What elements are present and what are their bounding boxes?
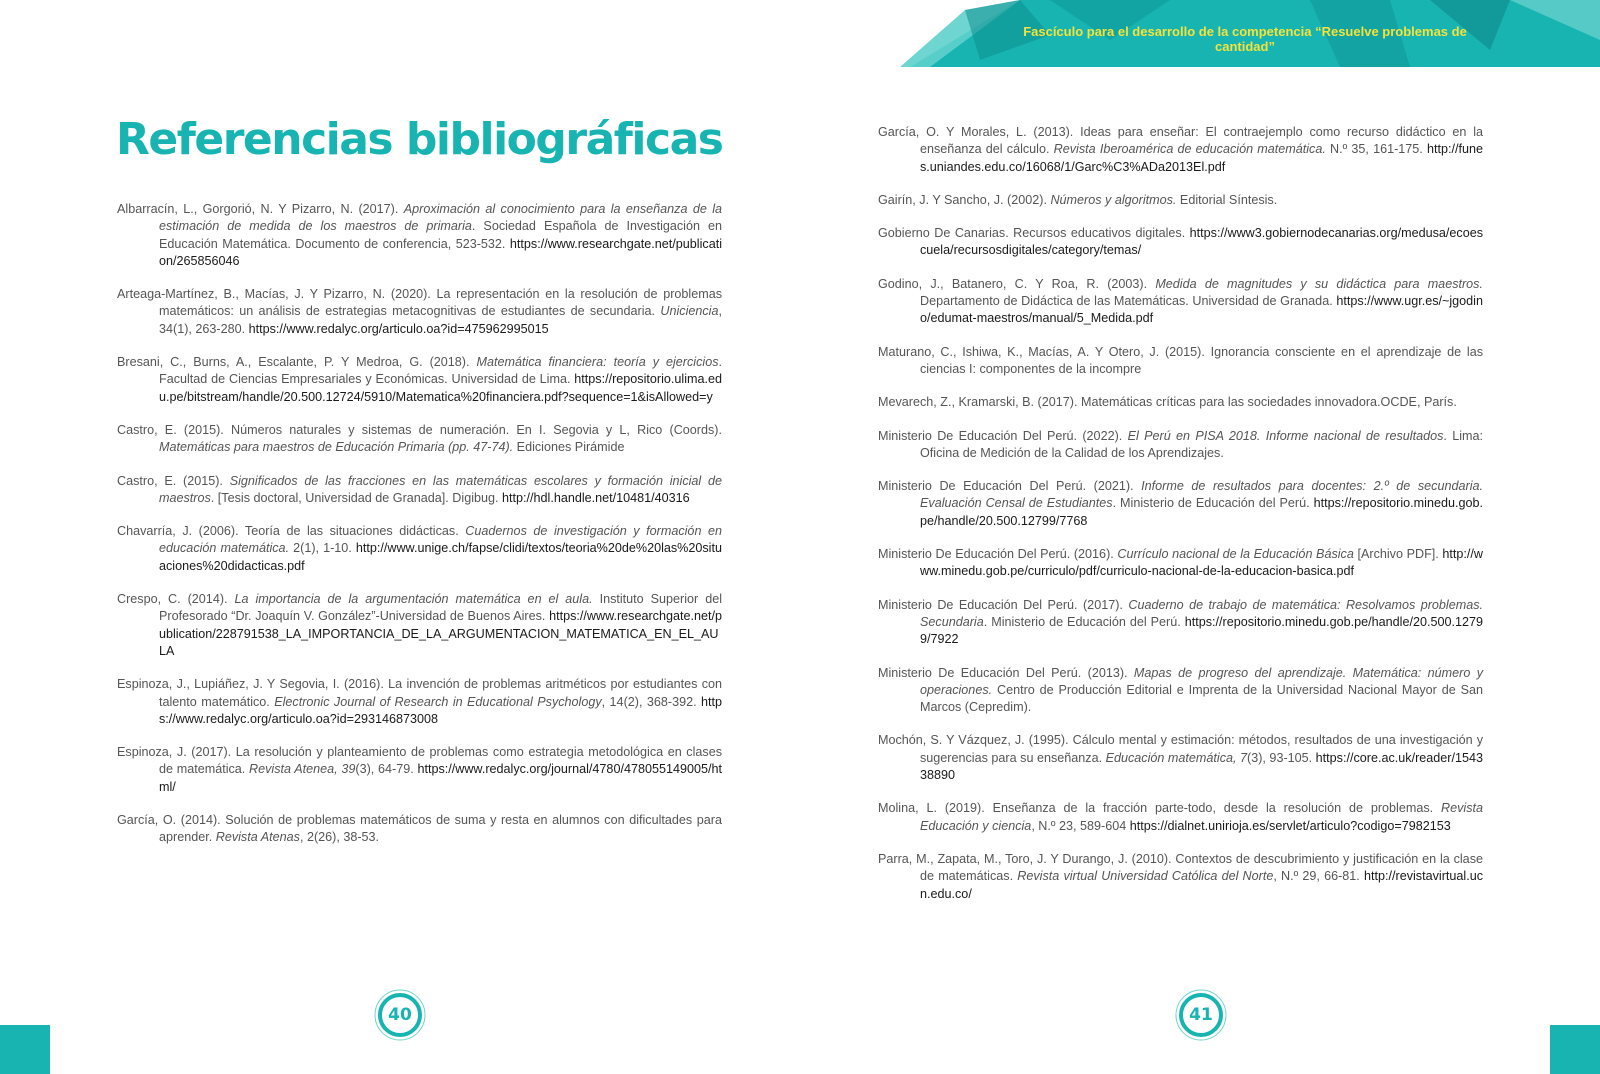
reference-title: La importancia de la argumentación matemática en el aula.	[234, 592, 593, 607]
reference-entry	[878, 192, 1483, 209]
reference-entry	[878, 665, 1483, 717]
reference-title: Significados de las fracciones en las matemáticas escolares y formación inicial de maestros	[159, 473, 722, 505]
reference-text: Espinoza, J. (2017). La resolución y planteamiento de problemas como estrategia metodológica en clases de matemática.	[117, 745, 722, 777]
reference-url[interactable]: https://www.researchgate.net/publication/228791538_LA_IMPORTANCIA_DE_LA_ARGUMENTACION_MATEMATICA_EN_EL_AULA	[159, 609, 722, 658]
reference-text: Castro, E. (2015).	[117, 473, 230, 488]
reference-entry	[878, 732, 1483, 784]
reference-url[interactable]: https://repositorio.minedu.gob.pe/handle/20.500.12799/7768	[920, 496, 1483, 528]
reference-title: Mapas de progreso del aprendizaje. Matemática: número y operaciones.	[920, 665, 1483, 697]
reference-url[interactable]: https://www3.gobiernodecanarias.org/medusa/ecoescuela/recursosdigitales/category/temas/	[920, 226, 1483, 258]
reference-text: Molina, L. (2019). Enseñanza de la fracción parte-todo, desde la resolución de problemas.	[878, 801, 1441, 816]
reference-url[interactable]: https://core.ac.uk/reader/154338890	[920, 750, 1483, 783]
reference-text: . Sociedad Española de Investigación en Educación Matemática. Documento de conferencia, 523-532.	[159, 219, 722, 251]
reference-text: (3), 93-105.	[1247, 750, 1316, 765]
reference-entry	[878, 546, 1483, 581]
reference-text: Arteaga-Martínez, B., Macías, J. Y Pizarro, N. (2020). La representación en la resolución de problemas matemáticos: un análisis de estrategias metacognitivas de estudiantes de secundaria.	[117, 287, 722, 319]
reference-text: Albarracín, L., Gorgorió, N. Y Pizarro, N. (2017).	[117, 202, 404, 216]
reference-text: , 14(2), 368-392.	[601, 694, 701, 709]
reference-url[interactable]: http://hdl.handle.net/10481/40316	[502, 490, 690, 505]
reference-text: Instituto Superior del Profesorado “Dr. Joaquín V. González”-Universidad de Buenos Aires.	[159, 592, 722, 624]
reference-text: Crespo, C. (2014).	[117, 592, 235, 607]
reference-text: Parra, M., Zapata, M., Toro, J. Y Durango, J. (2010). Contextos de descubrimiento y justificación en la clase de matemáticas.	[878, 851, 1483, 884]
reference-title: Revista virtual Universidad Católica del Norte	[1017, 869, 1274, 884]
reference-title: Revista Iberoamérica de educación matemática.	[1053, 142, 1326, 157]
reference-text: , N.º 23, 589-604	[1031, 818, 1130, 833]
page-title: Referencias bibliográficas	[116, 114, 723, 165]
reference-entry	[117, 422, 722, 457]
reference-title: Revista Atenas	[215, 830, 300, 845]
corner-block-right	[1550, 1025, 1600, 1074]
right-reference-column	[878, 124, 1483, 919]
reference-text: Editorial Síntesis.	[1176, 192, 1278, 207]
reference-title: Matemáticas para maestros de Educación Primaria (pp. 47-74).	[159, 440, 514, 455]
reference-text: Chavarría, J. (2006). Teoría de las situaciones didácticas.	[117, 524, 466, 539]
reference-url[interactable]: http://www.unige.ch/fapse/clidi/textos/teoria%20de%20las%20situaciones%20didacticas.pdf	[159, 541, 722, 573]
reference-text: Ministerio De Educación Del Perú. (2022).	[878, 428, 1128, 443]
reference-text: Espinoza, J., Lupiáñez, J. Y Segovia, I. (2016). La invención de problemas aritméticos por estudiantes con talento matemático.	[117, 677, 722, 709]
reference-entry	[117, 523, 722, 575]
corner-block-left	[0, 1025, 50, 1074]
reference-url[interactable]: https://www.redalyc.org/journal/4780/478055149005/html/	[159, 762, 722, 794]
reference-entry	[117, 286, 722, 338]
reference-url[interactable]: http://www.minedu.gob.pe/curriculo/pdf/curriculo-nacional-de-la-educacion-basica.pdf	[920, 547, 1483, 579]
reference-text: N.º 35, 161-175.	[1325, 142, 1427, 157]
reference-text: Centro de Producción Editorial e Imprenta de la Universidad Nacional Mayor de San Marcos (Cepredim).	[920, 682, 1483, 715]
reference-entry	[878, 394, 1483, 411]
reference-entry	[117, 473, 722, 508]
reference-entry	[117, 354, 722, 406]
reference-entry	[878, 428, 1483, 463]
reference-text: Gairín, J. Y Sancho, J. (2002).	[878, 192, 1051, 207]
reference-text: (3), 64-79.	[355, 762, 418, 777]
reference-text: Ministerio De Educación Del Perú. (2016).	[878, 547, 1118, 562]
reference-url[interactable]: http://funes.uniandes.edu.co/16068/1/Garc%C3%ADa2013El.pdf	[920, 142, 1483, 174]
reference-text: García, O. (2014). Solución de problemas matemáticos de suma y resta en alumnos con dificultades para aprender.	[117, 813, 722, 845]
reference-url[interactable]: https://www.ugr.es/~jgodino/edumat-maestros/manual/5_Medida.pdf	[920, 294, 1483, 326]
reference-url[interactable]: https://www.researchgate.net/publication/265856046	[159, 236, 722, 268]
reference-title: Números y algoritmos.	[1050, 192, 1177, 207]
reference-entry	[878, 276, 1483, 328]
page-number-left	[374, 989, 426, 1041]
reference-url[interactable]: https://dialnet.unirioja.es/servlet/articulo?codigo=7982153	[1129, 818, 1451, 833]
reference-entry	[878, 800, 1483, 835]
reference-entry	[878, 124, 1483, 176]
page-number-right	[1175, 989, 1227, 1041]
page-number-right-label: 41	[1189, 1005, 1213, 1025]
reference-title: Currículo nacional de la Educación Básica	[1117, 547, 1354, 562]
reference-text: Mochón, S. Y Vázquez, J. (1995). Cálculo mental y estimación: métodos, resultados de una investigación y sugerencias para su enseñanza.	[878, 733, 1483, 765]
reference-title: Aproximación al conocimiento para la enseñanza de la estimación de medida de los maestros de primaria	[159, 202, 723, 234]
reference-entry	[878, 597, 1483, 649]
reference-title: Revista Educación y ciencia	[920, 801, 1483, 833]
reference-text: . Facultad de Ciencias Empresariales y Económicas. Universidad de Lima.	[159, 355, 722, 387]
reference-text: , 2(26), 38-53.	[299, 830, 380, 845]
reference-title: Informe de resultados para docentes: 2.º de secundaria. Evaluación Censal de Estudiantes	[920, 479, 1483, 511]
reference-text: . Ministerio de Educación del Perú.	[983, 614, 1185, 629]
reference-text: , N.º 29, 66-81.	[1273, 869, 1364, 884]
reference-text: . Ministerio de Educación del Perú.	[1112, 496, 1314, 511]
reference-title: Electronic Journal of Research in Educational Psychology	[274, 694, 602, 709]
reference-url[interactable]: https://www.redalyc.org/articulo.oa?id=293146873008	[159, 694, 722, 726]
reference-text: . [Tesis doctoral, Universidad de Granada]. Digibug.	[210, 490, 503, 505]
reference-entry	[117, 812, 722, 847]
left-reference-column	[117, 201, 722, 863]
reference-text: . Lima: Oficina de Medición de la Calidad de los Aprendizajes.	[920, 428, 1483, 460]
reference-title: Educación matemática, 7	[1105, 750, 1248, 765]
reference-text: Ministerio De Educación Del Perú. (2017).	[878, 597, 1129, 612]
reference-text: Ministerio De Educación Del Perú. (2013).	[878, 665, 1134, 680]
reference-entry	[117, 591, 722, 660]
reference-text: Castro, E. (2015). Números naturales y sistemas de numeración. En I. Segovia y L, Rico (Coords).	[117, 422, 722, 437]
reference-text: Ministerio De Educación Del Perú. (2021).	[878, 479, 1142, 494]
reference-text: Ediciones Pirámide	[513, 440, 625, 455]
reference-text: Gobierno De Canarias. Recursos educativos digitales.	[878, 226, 1190, 241]
reference-text: Mevarech, Z., Kramarski, B. (2017). Matemáticas críticas para las sociedades innovadora.OCDE, París.	[878, 395, 1457, 410]
reference-text: Departamento de Didáctica de las Matemáticas. Universidad de Granada.	[920, 294, 1337, 309]
reference-entry	[878, 478, 1483, 530]
reference-text: , 34(1), 263-280.	[159, 304, 722, 336]
reference-url[interactable]: https://www.redalyc.org/articulo.oa?id=475962995015	[248, 321, 549, 336]
reference-url[interactable]: http://revistavirtual.ucn.edu.co/	[920, 869, 1483, 901]
reference-title: Cuadernos de investigación y formación en educación matemática.	[159, 524, 722, 556]
reference-entry	[878, 851, 1483, 903]
reference-title: Cuaderno de trabajo de matemática: Resolvamos problemas. Secundaria	[920, 597, 1483, 629]
reference-text: Godino, J., Batanero, C. Y Roa, R. (2003).	[878, 276, 1156, 291]
page-number-left-label: 40	[388, 1005, 412, 1025]
reference-text: Bresani, C., Burns, A., Escalante, P. Y Medroa, G. (2018).	[117, 355, 477, 370]
reference-title: Revista Atenea, 39	[249, 762, 356, 777]
reference-entry	[878, 225, 1483, 260]
header-title: Fascículo para el desarrollo de la competencia “Resuelve problemas de cantidad”	[1023, 24, 1467, 54]
reference-text: García, O. Y Morales, L. (2013). Ideas para enseñar: El contraejemplo como recurso didáctico en la enseñanza del cálculo.	[878, 125, 1483, 157]
reference-title: Matemática financiera: teoría y ejercicios	[476, 355, 719, 370]
reference-entry	[878, 344, 1483, 379]
reference-title: Medida de magnitudes y su didáctica para maestros.	[1155, 276, 1483, 291]
reference-text: Maturano, C., Ishiwa, K., Macías, A. Y Otero, J. (2015). Ignorancia consciente en el aprendizaje de las ciencias I: componentes de la incompre	[878, 344, 1483, 376]
reference-entry	[117, 676, 722, 728]
reference-title: Uniciencia	[660, 304, 719, 319]
reference-url[interactable]: https://repositorio.ulima.edu.pe/bitstream/handle/20.500.12724/5910/Matematica%20financiera.pdf?sequence=1&isAllowed=y	[159, 372, 722, 404]
reference-text: [Archivo PDF].	[1353, 547, 1443, 562]
reference-text: 2(1), 1-10.	[289, 541, 356, 556]
reference-url[interactable]: https://repositorio.minedu.gob.pe/handle/20.500.12799/7922	[920, 614, 1483, 647]
reference-entry	[117, 201, 722, 270]
reference-entry	[117, 744, 722, 796]
reference-title: El Perú en PISA 2018. Informe nacional de resultados	[1127, 428, 1444, 443]
